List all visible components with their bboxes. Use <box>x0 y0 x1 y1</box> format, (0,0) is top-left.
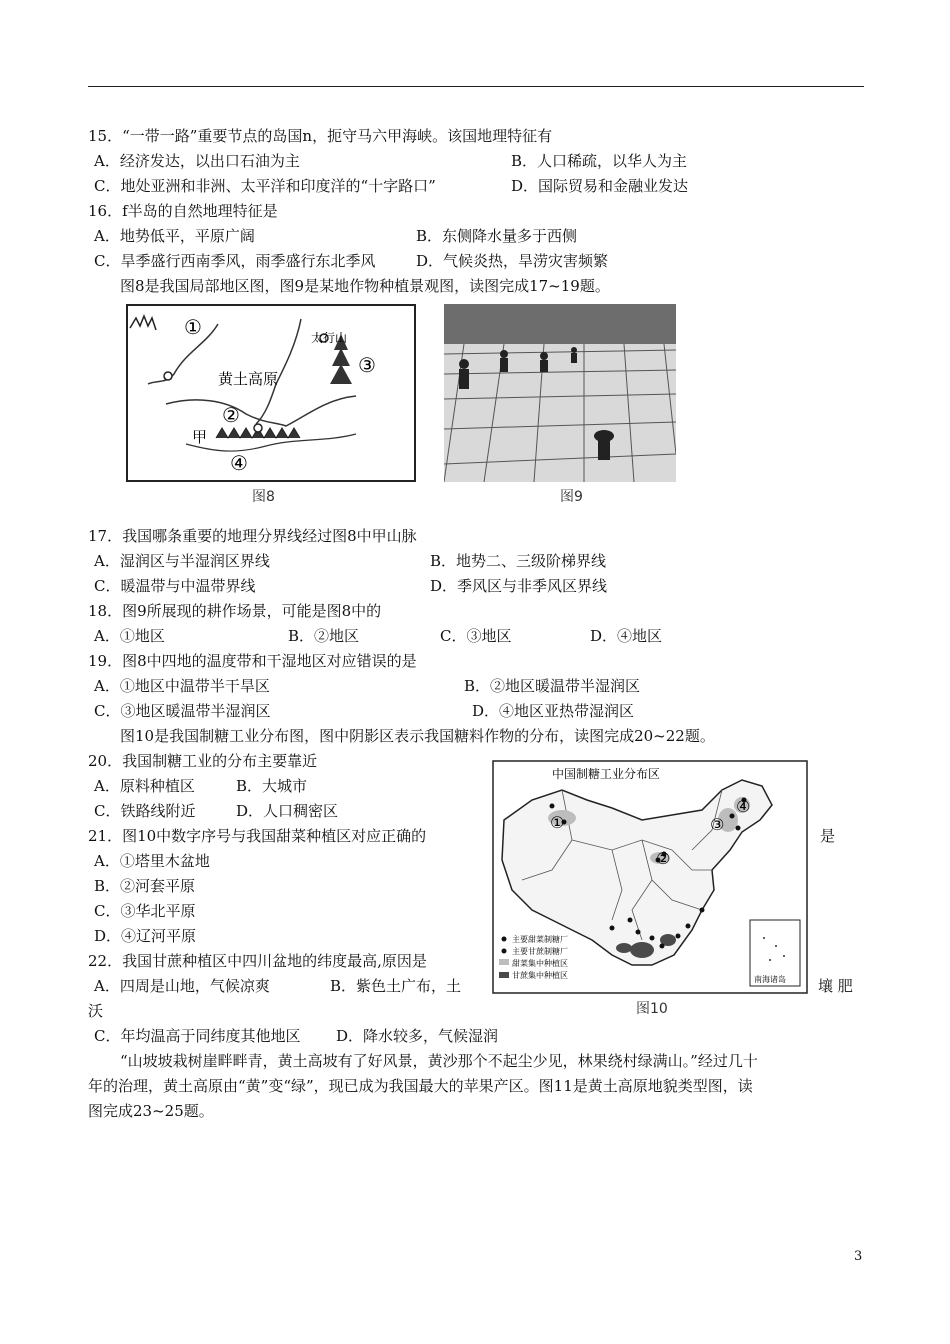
q18-stem: 18．图9所展现的耕作场景，可能是图8中的 <box>88 602 382 620</box>
q20-option-a: A．原料种植区 <box>94 777 195 795</box>
figure-8-caption: 图8 <box>252 489 275 505</box>
q16-option-b: B．东侧降水量多于西侧 <box>416 227 578 245</box>
q15-option-c: C．地处亚洲和非洲、太平洋和印度洋的“十字路口” <box>94 177 436 195</box>
q17-option-d: D．季风区与非季风区界线 <box>430 577 608 595</box>
fig10-title: 中国制糖工业分布区 <box>552 767 661 781</box>
passage-line-3: 图完成23~25题。 <box>88 1102 214 1120</box>
figure-9-photo <box>444 304 676 482</box>
q15-option-a: A．经济发达，以出口石油为主 <box>94 152 300 170</box>
q22-option-c: C．年均温高于同纬度其他地区 <box>94 1027 301 1045</box>
q15-option-b: B．人口稀疏，以华人为主 <box>511 152 688 170</box>
q20-stem: 20．我国制糖工业的分布主要靠近 <box>88 752 318 770</box>
q22-option-a: A．四周是山地，气候凉爽 <box>94 977 270 995</box>
q21-option-b: B．②河套平原 <box>94 877 196 895</box>
q19-option-b: B．②地区暖温带半湿润区 <box>464 677 641 695</box>
q19-option-d: D．④地区亚热带湿润区 <box>472 702 635 720</box>
q18-option-a: A．①地区 <box>94 627 165 645</box>
q21-option-d: D．④辽河平原 <box>94 927 197 945</box>
q19-option-c: C．③地区暖温带半湿润区 <box>94 702 271 720</box>
passage-line-2: 年的治理，黄土高原由“黄”变“绿”，现已成为我国最大的苹果产区。图11是黄土高原地貌类型图，读 <box>88 1077 753 1095</box>
fig10-legend-beet-area: 甜菜集中种植区 <box>512 959 568 968</box>
q16-stem: 16．f半岛的自然地理特征是 <box>88 202 278 220</box>
q17-option-c: C．暖温带与中温带界线 <box>94 577 256 595</box>
fig10-mark-3: ③ <box>710 815 725 834</box>
q22-stem: 22．我国甘蔗种植区中四川盆地的纬度最高,原因是 <box>88 952 427 970</box>
q22-option-b: B．紫色土广布，土 <box>330 977 462 995</box>
q17-option-a: A．湿润区与半湿润区界线 <box>94 552 270 570</box>
fig8-mark-2: ② <box>222 403 240 427</box>
figure-9-caption: 图9 <box>560 489 583 505</box>
q19-option-a: A．①地区中温带半干旱区 <box>94 677 270 695</box>
q16-option-a: A．地势低平，平原广阔 <box>94 227 255 245</box>
q19-stem: 19．图8中四地的温度带和干湿地区对应错误的是 <box>88 652 417 670</box>
passage-line-1: “山坡坡栽树崖畔畔青，黄土高坡有了好风景，黄沙那个不起尘少见，林果绕村绿满山。”经过几十 <box>120 1052 758 1070</box>
intro-20-22: 图10是我国制糖工业分布图，图中阴影区表示我国糖料作物的分布，读图完成20~22题。 <box>120 727 715 745</box>
figure-10-map <box>492 760 808 994</box>
q20-option-b: B．大城市 <box>236 777 308 795</box>
q16-option-c: C．旱季盛行西南季风，雨季盛行东北季风 <box>94 252 376 270</box>
q22-option-b-end: 壤 肥 <box>818 977 853 995</box>
q17-option-b: B．地势二、三级阶梯界线 <box>430 552 607 570</box>
q17-stem: 17．我国哪条重要的地理分界线经过图8中甲山脉 <box>88 527 417 545</box>
fig8-mark-1: ① <box>184 315 202 339</box>
q21-option-c: C．③华北平原 <box>94 902 196 920</box>
q21-stem: 21．图10中数字序号与我国甜菜种植区对应正确的 <box>88 827 427 845</box>
fig8-loess-label: 黄土高原 <box>218 370 279 388</box>
fig8-jia-label: 甲 <box>192 428 208 446</box>
fig10-mark-4: ④ <box>736 797 751 816</box>
intro-17-19: 图8是我国局部地区图，图9是某地作物种植景观图，读图完成17~19题。 <box>120 277 610 295</box>
q21-stem-end: 是 <box>820 827 836 845</box>
figure-10-caption: 图10 <box>636 1001 668 1017</box>
q15-option-d: D．国际贸易和金融业发达 <box>511 177 689 195</box>
q22-option-b-wrap: 沃 <box>88 1002 104 1020</box>
fig8-mark-4: ④ <box>230 451 248 475</box>
fig10-legend-beet-factory: 主要甜菜制糖厂 <box>512 935 568 944</box>
q21-option-a: A．①塔里木盆地 <box>94 852 210 870</box>
fig10-mark-2: ② <box>656 849 671 868</box>
q18-option-b: B．②地区 <box>288 627 360 645</box>
q20-option-c: C．铁路线附近 <box>94 802 196 820</box>
fig10-legend-cane-area: 甘蔗集中种植区 <box>512 971 568 980</box>
figure-8-map <box>126 304 416 482</box>
q18-option-d: D．④地区 <box>590 627 663 645</box>
fig8-mark-3: ③ <box>358 353 376 377</box>
fig10-mark-1: ① <box>550 813 565 832</box>
header-rule <box>88 86 864 87</box>
q22-option-d: D．降水较多，气候湿润 <box>336 1027 499 1045</box>
q15-stem: 15．“一带一路”重要节点的岛国n，扼守马六甲海峡。该国地理特征有 <box>88 127 553 145</box>
fig8-taihang-label: 太行山 <box>311 331 348 345</box>
fig10-legend-cane-factory: 主要甘蔗制糖厂 <box>512 947 568 956</box>
fig10-inset-label: 南海诸岛 <box>754 975 786 984</box>
q18-option-c: C．③地区 <box>440 627 512 645</box>
page-number: 3 <box>854 1249 863 1264</box>
q20-option-d: D．人口稠密区 <box>236 802 339 820</box>
q16-option-d: D．气候炎热，旱涝灾害频繁 <box>416 252 609 270</box>
